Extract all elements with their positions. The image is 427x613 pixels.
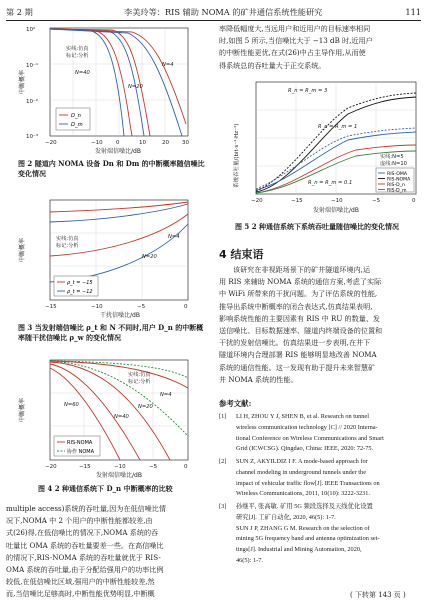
annotation-n40: N=40 bbox=[75, 70, 90, 76]
annotation-n20: N=20 bbox=[142, 254, 157, 260]
text-line: 而,当信噪比足够高时,中断性能优势明显,中断概 bbox=[6, 589, 155, 599]
y-axis-label: 中断概率 bbox=[19, 69, 26, 94]
figure-2-caption bbox=[18, 159, 208, 179]
page-header bbox=[6, 3, 421, 21]
legend-dm: D_m bbox=[71, 122, 83, 128]
reference-number: [2] bbox=[219, 458, 227, 465]
xtick: 10 bbox=[139, 140, 146, 146]
text-line: 较低,在低信噪比区域,强用户的中断性能较差,然 bbox=[6, 577, 155, 587]
figure-5-caption-text: 图 5 2 种通信系统下系统吞吐量随信噪比的变化情况 bbox=[235, 222, 400, 231]
figure-2-caption-text: 图 2 隧道内 NOMA 设备 Dn 和 Dm 的中断概率随信噪比变化情况 bbox=[18, 159, 205, 178]
left-body-text bbox=[6, 503, 212, 601]
legend-ris-noma: RIS-NOMA bbox=[387, 177, 411, 183]
text-line: 送信噪比、目标数据速率、隧道内终端设备的位置和 bbox=[219, 326, 383, 336]
conclusion-text bbox=[219, 264, 423, 386]
curve-rho12-n20 bbox=[50, 224, 188, 282]
annotation-dashed: 虚线:N=10 bbox=[380, 161, 407, 167]
legend-risnoma: RIS-NOMA bbox=[67, 440, 93, 446]
text-line: 式(26)得,在低信噪比的情况下,NOMA 系统的吞 bbox=[6, 528, 159, 538]
xtick: −5 bbox=[149, 464, 158, 470]
legend bbox=[376, 168, 414, 194]
legend-rho12: ρ_t = −12 bbox=[67, 289, 93, 295]
legend-ris-oma: RIS-OMA bbox=[387, 172, 407, 177]
xtick: −20 bbox=[45, 140, 57, 146]
ytick: 10⁻¹ bbox=[26, 63, 39, 69]
text-line: 吐量比 OMA 系统的吞吐量要差一些。在高信噪比 bbox=[6, 540, 164, 550]
figure-3 bbox=[20, 196, 192, 320]
annotation-sim: 实线:仿真 bbox=[128, 372, 151, 378]
xtick: −10 bbox=[331, 198, 343, 204]
annotation-n4: N=4 bbox=[162, 62, 174, 68]
annotation-analysis: 标记:分析 bbox=[66, 53, 89, 59]
continued-note: ( 下转第 143 页 ) bbox=[350, 591, 406, 599]
annotation-solid: 实线:N=5 bbox=[380, 154, 404, 160]
legend-coop: 协作 NOMA bbox=[67, 449, 94, 455]
reference-item bbox=[219, 457, 423, 501]
ytick: 10⁰ bbox=[26, 27, 36, 33]
xtick: −20 bbox=[45, 464, 57, 470]
text-line: 推导出系统中断概率的闭合表达式,仿真结果表明, bbox=[219, 301, 373, 311]
y-axis-label: 系统吞吐量/(bit·s⁻¹·Hz⁻¹) bbox=[234, 123, 240, 188]
legend-ris-dm: RIS-D_m bbox=[387, 188, 407, 194]
xtick: 20 bbox=[162, 140, 169, 146]
text-line: 时,如图 5 所示,当信噪比大于 −13 dB 时,近用户 bbox=[219, 36, 373, 46]
figure-5 bbox=[228, 78, 420, 218]
legend-ris-dn: RIS-D_n bbox=[387, 183, 405, 188]
text-line: SUN J P, ZHANG G M. Research on the selection of bbox=[236, 524, 370, 532]
text-line: channel modeling in underground tunnels under the bbox=[236, 468, 366, 476]
figure-2 bbox=[20, 24, 192, 156]
text-line: impact of vehicular traffic flow[J]. IEEE Transactions on bbox=[236, 479, 380, 487]
annotation-analysis: 标记:分析 bbox=[56, 243, 79, 249]
section-title: 4 结束语 bbox=[219, 248, 264, 261]
text-line: multiple access)系统的吞吐量,因为在低信噪比情 bbox=[6, 504, 166, 513]
annotation-r1: R_n = R_m = 1 bbox=[318, 124, 358, 130]
text-line: mining 5G frequency band and antenna optimization set- bbox=[236, 535, 380, 543]
annotation-analysis: 标记:分析 bbox=[128, 379, 151, 385]
annotation-n40: N=40 bbox=[114, 414, 129, 420]
xtick: −15 bbox=[291, 198, 303, 204]
text-line: 该研究在非视距场景下的矿井隧道环境内,运 bbox=[233, 265, 371, 274]
x-axis-label: 干扰信噪比/dB bbox=[100, 312, 140, 319]
annotation-n20: N=20 bbox=[138, 404, 153, 410]
text-line: Wireless Communications, 2011, 10(10): 3222-3231. bbox=[236, 490, 371, 498]
xtick: 0 bbox=[184, 464, 188, 470]
figure-3-caption-text: 图 3 当发射端信噪比 ρ_t 和 N 不同时,用户 D_n 的中断概率随干扰信噪比 ρ_w 的变化情况 bbox=[18, 323, 204, 342]
text-line: 系统的通信性能。这一发现有助于提升未来智慧矿 bbox=[219, 362, 376, 372]
x-axis-label: 发射端信噪比/dB bbox=[95, 148, 141, 155]
figure-4-plot bbox=[20, 356, 192, 480]
page-number: 111 bbox=[405, 7, 421, 17]
text-line: wireless communication technology [C] // 2020 Interna- bbox=[236, 423, 378, 431]
y-axis-label: 中断概率 bbox=[19, 237, 26, 262]
text-line: 隧道环境内合理部署 RIS 能够明显地改善 NOMA bbox=[219, 350, 377, 360]
annotation-n4: N=4 bbox=[160, 392, 172, 398]
text-line: 中 WiFi 所带来的干扰问题。为了评估系统的性能, bbox=[219, 289, 378, 299]
xtick: −10 bbox=[91, 140, 103, 146]
text-line: 井 NOMA 系统的性能。 bbox=[219, 374, 298, 384]
xtick: 0 bbox=[184, 304, 188, 310]
figure-4-caption bbox=[38, 484, 208, 494]
text-line: SUN Z, AKYILDIZ I F. A mode-based approach for bbox=[236, 458, 368, 465]
reference-number: [1] bbox=[219, 413, 227, 420]
annotation-n4: N=4 bbox=[168, 234, 180, 240]
figure-3-plot bbox=[20, 196, 192, 320]
figure-3-caption bbox=[18, 323, 208, 343]
text-line: 的中断性能更优,在式(26)中占主导作用,从而使 bbox=[219, 48, 366, 58]
curve-rho15-n4 bbox=[50, 202, 188, 212]
xtick: −5 bbox=[137, 304, 146, 310]
xtick: −5 bbox=[372, 198, 381, 204]
text-line: 用 RIS 来辅助 NOMA 系统的通信方案,考虑了实际 bbox=[219, 277, 382, 287]
x-axis-label: 发射端信噪比/dB bbox=[96, 472, 142, 479]
text-line: 干扰的发射信噪比。仿真结果进一步表明,在井下 bbox=[219, 338, 371, 348]
xtick: −10 bbox=[114, 464, 126, 470]
figure-4 bbox=[20, 356, 192, 480]
legend-dn: D_n bbox=[71, 113, 81, 119]
y-axis-label: 中断概率 bbox=[19, 397, 26, 422]
xtick: 0 bbox=[412, 198, 416, 204]
legend bbox=[54, 436, 100, 456]
xtick: 0 bbox=[116, 140, 120, 146]
text-line: 况下,NOMA 中 2 个用户的中断性能都较差,由 bbox=[6, 516, 153, 526]
references-title: 参考文献: bbox=[219, 399, 252, 408]
legend bbox=[56, 108, 90, 130]
legend-rho15: ρ_t = −15 bbox=[67, 280, 93, 286]
text-line: 影响系统性能的主要因素有 RIS 中 RU 的数量、发 bbox=[219, 313, 381, 323]
xtick: 30 bbox=[182, 140, 189, 146]
text-line: 孙继平, 张高敏. 矿用 5G 频段选择及天线优化设置 bbox=[236, 503, 373, 510]
text-line: 46(5): 1-7. bbox=[236, 556, 263, 564]
figure-4-caption-text: 图 4 2 种通信系统下 D_n 中断概率的比较 bbox=[38, 484, 173, 493]
running-title: 李美玲等：RIS 辅助 NOMA 的矿井通信系统性能研究 bbox=[124, 7, 323, 17]
text-line: 得系统总的吞吐量大于正交系统。 bbox=[219, 60, 326, 70]
xtick: −10 bbox=[91, 304, 103, 310]
xtick: −15 bbox=[79, 464, 91, 470]
annotation-r3: R_n = R_m = 3 bbox=[288, 88, 328, 94]
x-axis-label: 发射端信噪比/dB bbox=[313, 207, 359, 214]
text-line: 的情况下,RIS-NOMA 系统的吞吐量就优于 RIS- bbox=[6, 552, 161, 562]
text-line: LI H, ZHOU Y J, SHEN B, et al. Research on tunnel bbox=[236, 413, 369, 420]
text-line: 率降低幅度大,当远用户和近用户的目标速率相同 bbox=[219, 24, 371, 33]
reference-number: [3] bbox=[219, 503, 227, 510]
xtick: −20 bbox=[251, 198, 263, 204]
curve-rho12-n4 bbox=[50, 204, 188, 222]
annotation-n20: N=20 bbox=[128, 84, 143, 90]
text-line: OMA 系统的吞吐量,由于分配给强用户的功率比例 bbox=[6, 565, 164, 575]
annotation-n60: N=60 bbox=[64, 402, 79, 408]
reference-item bbox=[219, 502, 423, 568]
xtick: −15 bbox=[45, 304, 57, 310]
text-line: tional Conference on Wireless Communications and Smart bbox=[236, 434, 384, 442]
reference-item bbox=[219, 412, 423, 456]
figure-5-caption bbox=[235, 222, 425, 232]
header-rule bbox=[6, 20, 421, 21]
figure-5-plot bbox=[228, 78, 420, 218]
annotation-sim: 实线:仿真 bbox=[66, 46, 89, 52]
annotation-sim: 实线:仿真 bbox=[56, 236, 79, 242]
legend bbox=[54, 276, 98, 296]
text-line: tings[J]. Industrial and Mining Automation, 2020, bbox=[236, 546, 362, 554]
annotation-r01: R_n = R_m = 0.1 bbox=[308, 180, 353, 186]
text-line: 研究[J]. 工矿自动化, 2020, 46(5): 1-7. bbox=[236, 513, 336, 521]
ytick: 10⁻³ bbox=[26, 134, 39, 140]
right-top-text bbox=[219, 23, 423, 72]
issue-number: 第 2 期 bbox=[6, 7, 33, 17]
text-line: Grid (ICWCSG). Qingdao, China: IEEE, 2020: 72-75. bbox=[236, 445, 374, 453]
ytick: 10⁻² bbox=[26, 99, 39, 105]
figure-2-plot bbox=[20, 24, 192, 156]
